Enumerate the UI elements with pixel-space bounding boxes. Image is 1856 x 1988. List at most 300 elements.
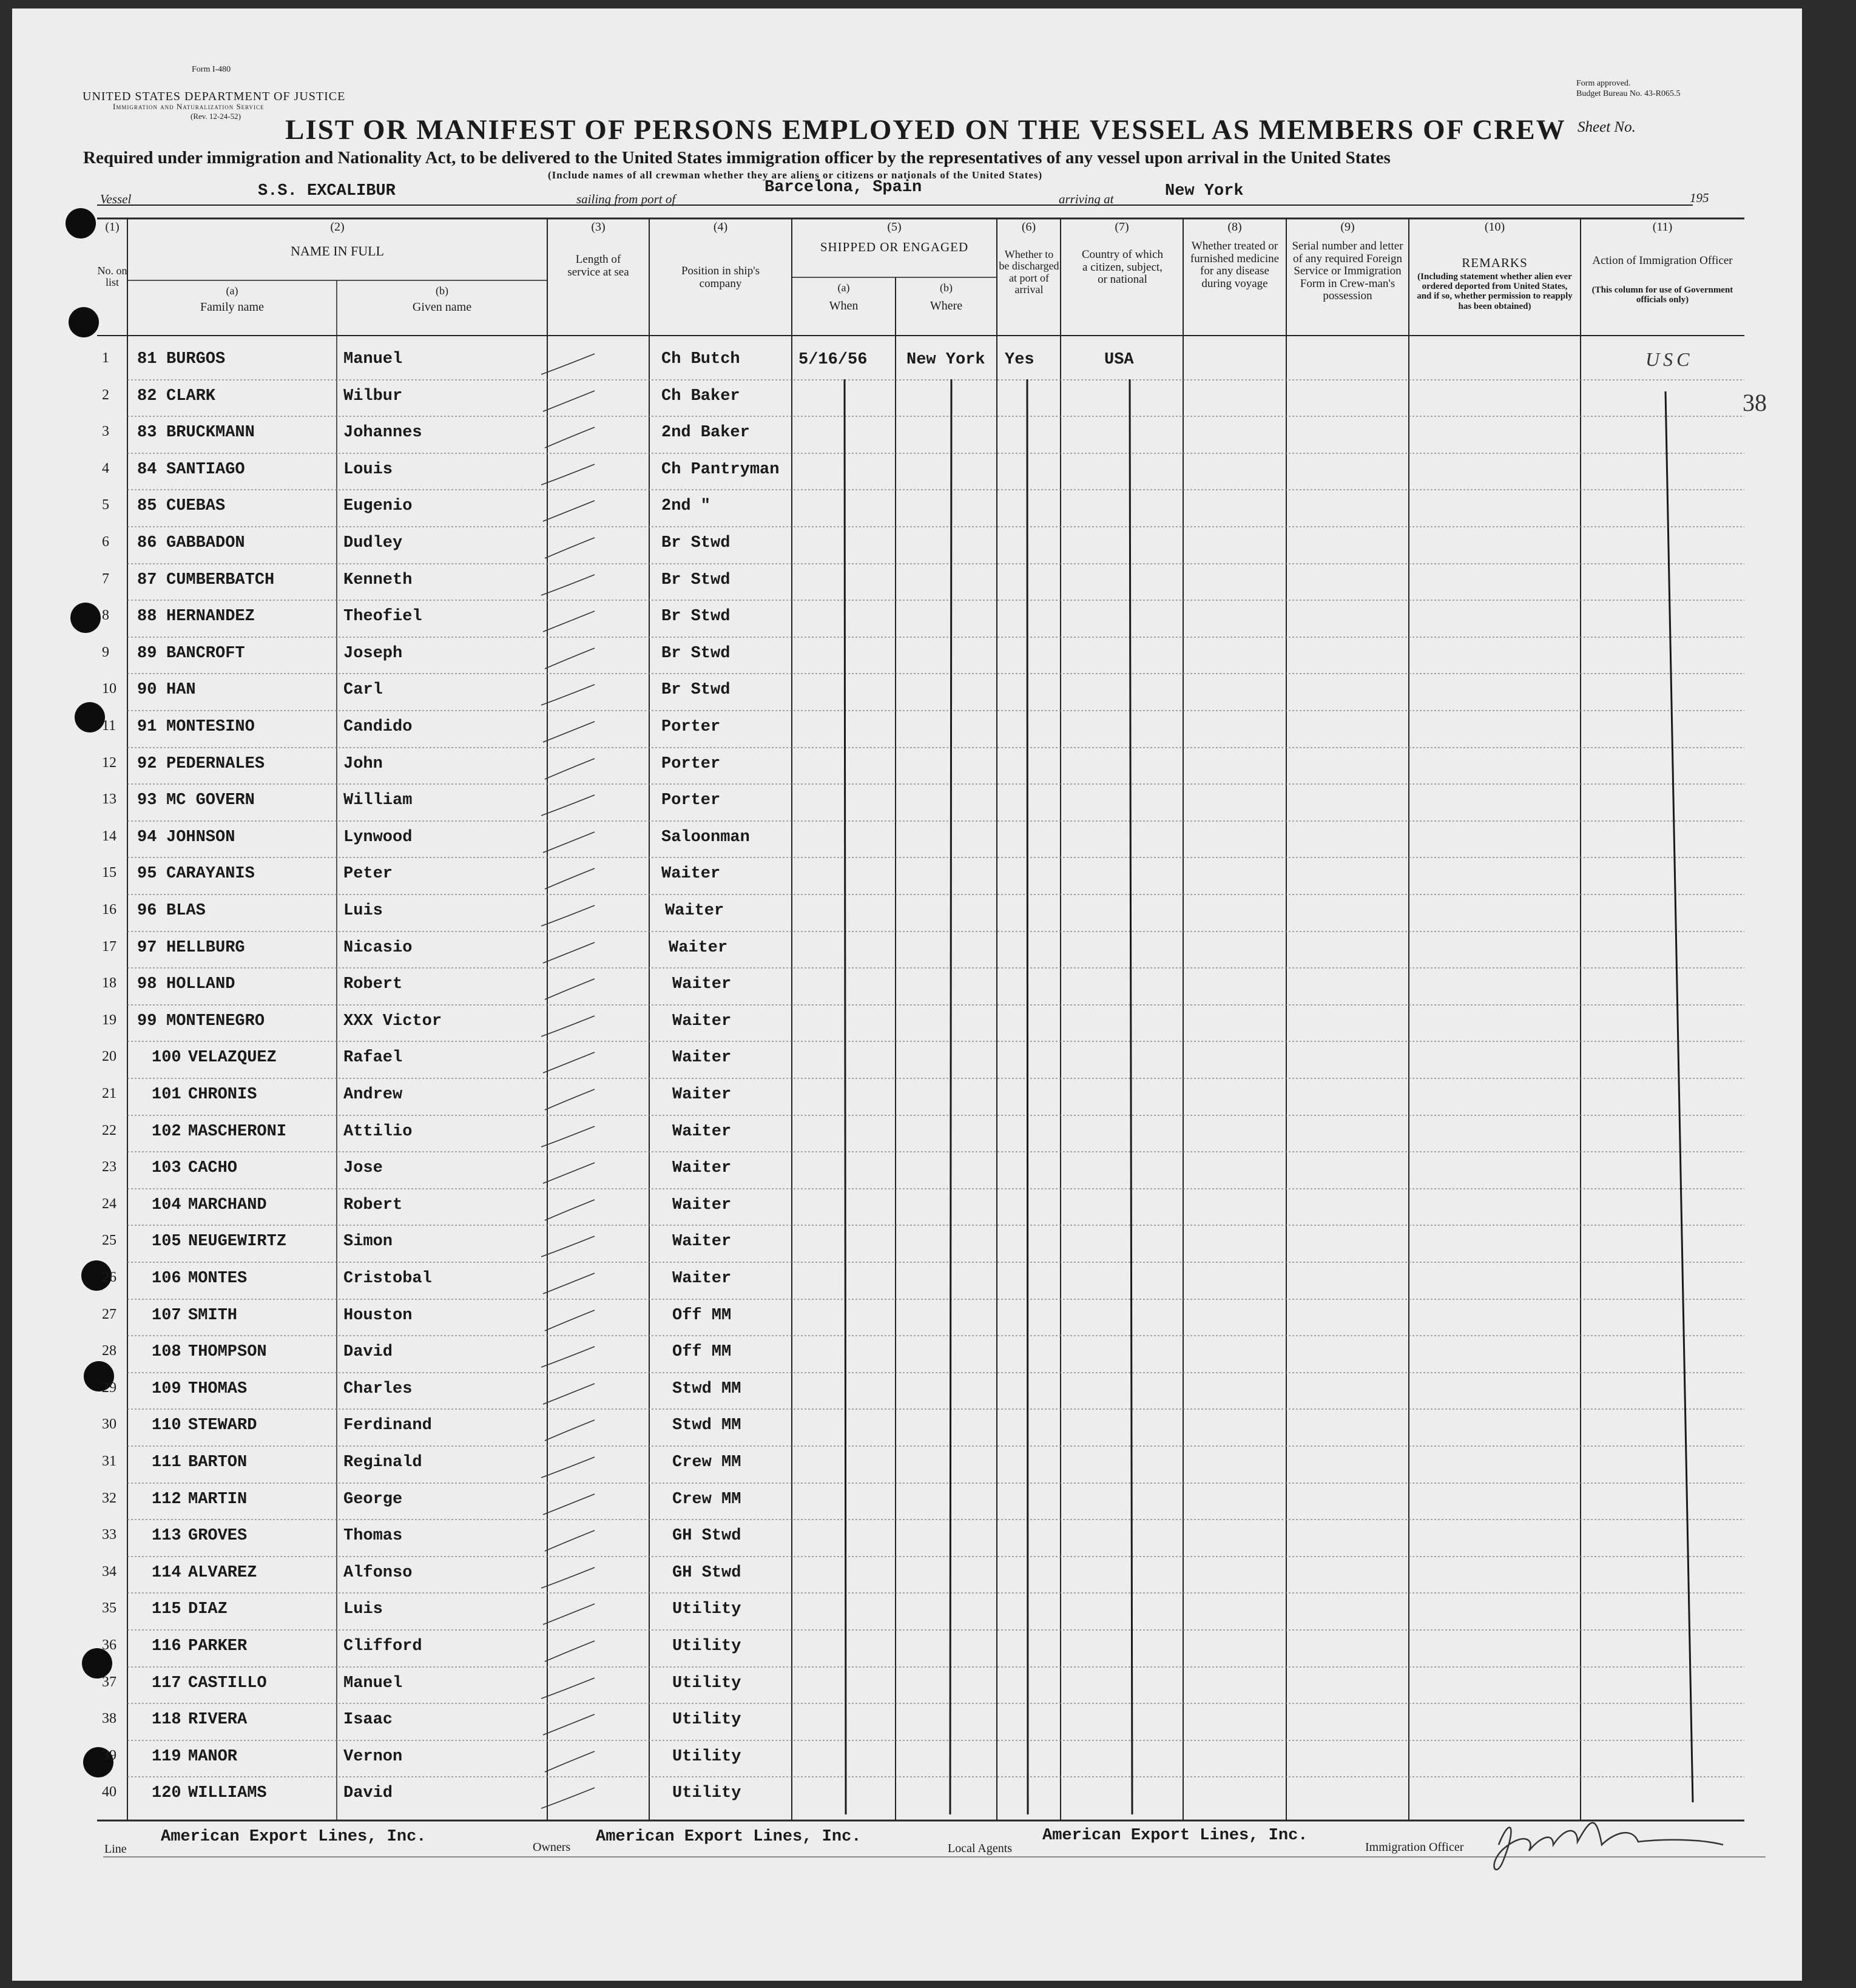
given-name: John xyxy=(343,755,383,773)
ship-position: Porter xyxy=(661,755,721,773)
row-line-number: 4 xyxy=(102,461,109,476)
given-name: Kenneth xyxy=(343,571,413,589)
ship-position: Porter xyxy=(661,791,721,810)
crew-list-number: 93 xyxy=(137,791,157,810)
local-agents-value: American Export Lines, Inc. xyxy=(1042,1827,1308,1845)
ship-position: Off MM xyxy=(672,1307,732,1325)
row-line-number: 25 xyxy=(102,1232,116,1248)
local-agents-label: Local Agents xyxy=(948,1842,1013,1855)
service-check-mark xyxy=(543,1163,595,1183)
ship-position: Waiter xyxy=(672,1012,732,1030)
given-name: Louis xyxy=(343,461,393,479)
row-line-number: 27 xyxy=(102,1307,116,1322)
col10-note: (Including statement whether alien ever ordered deported from United States, and if so, whether permission to reapply has been obtained) xyxy=(1417,272,1573,311)
family-name: MONTENEGRO xyxy=(166,1012,265,1030)
given-name: Attilio xyxy=(343,1123,413,1141)
col6-number: (6) xyxy=(1021,220,1036,234)
crew-list-number: 108 xyxy=(152,1343,181,1361)
family-name: CACHO xyxy=(188,1159,238,1177)
service-check-mark xyxy=(541,1678,595,1699)
row-line-number: 3 xyxy=(102,424,109,439)
immigration-officer-label: Immigration Officer xyxy=(1365,1841,1464,1854)
ship-position: Br Stwd xyxy=(661,681,731,699)
crew-list-number: 111 xyxy=(152,1453,181,1472)
given-name: Andrew xyxy=(343,1086,403,1104)
row-line-number: 9 xyxy=(102,644,109,660)
service-check-mark xyxy=(541,1016,595,1036)
family-name: MASCHERONI xyxy=(188,1123,287,1141)
row-line-number: 22 xyxy=(102,1123,116,1138)
row-line-number: 36 xyxy=(102,1637,116,1653)
row-line-number: 29 xyxy=(102,1380,116,1396)
crew-list-number: 92 xyxy=(137,755,157,773)
crew-list-number: 97 xyxy=(137,939,157,957)
crew-list-number: 117 xyxy=(152,1674,181,1692)
ship-position: Waiter xyxy=(672,1086,732,1104)
margin-note: 38 xyxy=(1743,389,1767,416)
family-name: HELLBURG xyxy=(166,939,245,957)
sailing-from-port: Barcelona, Spain xyxy=(764,178,922,197)
row-line-number: 2 xyxy=(102,387,109,403)
crew-list-number: 105 xyxy=(152,1232,181,1251)
service-check-mark xyxy=(545,427,595,448)
family-name: CARAYANIS xyxy=(166,865,255,883)
given-name: David xyxy=(343,1343,393,1361)
ship-position: Porter xyxy=(661,718,721,736)
service-check-mark xyxy=(543,832,595,853)
crew-list-number: 83 xyxy=(137,424,157,442)
family-name: CASTILLO xyxy=(188,1674,267,1692)
given-name: Theofiel xyxy=(343,607,422,626)
revision-date: (Rev. 12-24-52) xyxy=(191,112,241,121)
row-line-number: 13 xyxy=(102,791,116,807)
given-name: Robert xyxy=(343,1196,403,1214)
ship-position: Waiter xyxy=(672,1159,732,1177)
family-name: MC GOVERN xyxy=(166,791,255,810)
row-line-number: 15 xyxy=(102,865,116,881)
row-line-number: 40 xyxy=(102,1784,116,1800)
col2a-number: (a) xyxy=(226,285,238,297)
crew-list-number: 102 xyxy=(152,1123,181,1141)
row-line-number: 7 xyxy=(102,571,109,587)
row-line-number: 12 xyxy=(102,755,116,771)
service-check-mark xyxy=(545,538,595,558)
given-name: Luis xyxy=(343,902,383,920)
line-value: American Export Lines, Inc. xyxy=(161,1828,427,1846)
service-check-mark xyxy=(543,1494,595,1515)
service-check-mark xyxy=(541,1567,595,1588)
crew-list-number: 87 xyxy=(137,571,157,589)
service-check-mark xyxy=(541,1457,595,1478)
family-name: HOLLAND xyxy=(166,975,235,993)
family-name: NEUGEWIRTZ xyxy=(188,1232,287,1251)
crew-list-number: 81 xyxy=(137,350,157,368)
row-line-number: 16 xyxy=(102,902,116,918)
service-check-mark xyxy=(543,1384,595,1404)
service-name: Immigration and Naturalization Service xyxy=(113,102,265,111)
col10-number: (10) xyxy=(1484,220,1505,234)
department-name: UNITED STATES DEPARTMENT OF JUSTICE xyxy=(83,90,346,103)
family-name: VELAZQUEZ xyxy=(188,1049,277,1067)
row-line-number: 23 xyxy=(102,1159,116,1175)
row-line-number: 37 xyxy=(102,1674,116,1690)
ship-position: Utility xyxy=(672,1784,741,1802)
row-line-number: 17 xyxy=(102,939,116,955)
shipped-where: New York xyxy=(906,351,985,369)
row-line-number: 35 xyxy=(102,1600,116,1616)
ship-position: Waiter xyxy=(672,1049,732,1067)
ship-position: Crew MM xyxy=(672,1490,741,1509)
crew-list-number: 114 xyxy=(152,1564,181,1582)
sailing-from-label: sailing from port of xyxy=(576,192,676,206)
given-name: Clifford xyxy=(343,1637,422,1655)
crew-list-number: 116 xyxy=(152,1637,181,1655)
crew-list-number: 115 xyxy=(152,1600,181,1618)
family-name: HAN xyxy=(166,681,196,699)
given-name: Manuel xyxy=(343,1674,403,1692)
family-name: STEWARD xyxy=(188,1416,257,1435)
owners-label: Owners xyxy=(533,1841,571,1854)
row-line-number: 33 xyxy=(102,1527,116,1543)
crew-list-number: 100 xyxy=(152,1049,181,1067)
col1-number: (1) xyxy=(105,220,120,234)
ship-position: Br Stwd xyxy=(661,534,731,552)
family-name: SMITH xyxy=(188,1307,238,1325)
crew-list-number: 118 xyxy=(152,1711,181,1729)
crew-list-number: 82 xyxy=(137,387,157,405)
family-name: DIAZ xyxy=(188,1600,228,1618)
row-line-number: 10 xyxy=(102,681,116,697)
service-check-mark xyxy=(545,979,595,999)
row-line-number: 14 xyxy=(102,828,116,844)
family-name: MARCHAND xyxy=(188,1196,267,1214)
service-check-mark xyxy=(543,722,595,742)
ship-position: Utility xyxy=(672,1711,741,1729)
include-note: (Include names of all crewman whether they are aliens or citizens or nationals of the United States) xyxy=(548,169,1043,181)
service-check-mark xyxy=(543,1052,595,1073)
col1-label: No. on list xyxy=(97,265,127,289)
given-name: Nicasio xyxy=(343,939,413,957)
ship-position: GH Stwd xyxy=(672,1527,741,1545)
row-line-number: 30 xyxy=(102,1416,116,1432)
row-line-number: 32 xyxy=(102,1490,116,1506)
immigration-action: USC xyxy=(1645,348,1693,370)
crew-list-number: 95 xyxy=(137,865,157,883)
col5-number: (5) xyxy=(887,220,902,234)
citizenship-country: USA xyxy=(1104,351,1134,369)
col7-label: Country of which a citizen, subject, or national xyxy=(1081,248,1164,286)
owners-value: American Export Lines, Inc. xyxy=(596,1828,862,1846)
family-name: CLARK xyxy=(166,387,216,405)
col8-number: (8) xyxy=(1227,220,1242,234)
given-name: Thomas xyxy=(343,1527,403,1545)
arriving-at-label: arriving at xyxy=(1059,192,1114,206)
col2a-label: Family name xyxy=(200,300,264,314)
family-name: MONTESINO xyxy=(166,718,255,736)
line-label: Line xyxy=(104,1842,127,1856)
crew-list-number: 112 xyxy=(152,1490,181,1509)
ship-position: GH Stwd xyxy=(672,1564,741,1582)
family-name: GABBADON xyxy=(166,534,245,552)
col2b-number: (b) xyxy=(436,285,448,297)
service-check-mark xyxy=(541,1236,595,1257)
ship-position: Waiter xyxy=(672,975,732,993)
crew-list-number: 104 xyxy=(152,1196,181,1214)
discharged-at-arrival: Yes xyxy=(1005,351,1034,369)
service-check-mark xyxy=(541,575,595,595)
vessel-label: Vessel xyxy=(100,192,132,206)
family-name: SANTIAGO xyxy=(166,461,245,479)
given-name: XXX Victor xyxy=(343,1012,442,1030)
service-check-mark xyxy=(543,1714,595,1735)
family-name: ALVAREZ xyxy=(188,1564,257,1582)
given-name: Manuel xyxy=(343,350,403,368)
service-check-mark xyxy=(541,1347,595,1367)
signature xyxy=(1494,1823,1723,1870)
page-title: LIST OR MANIFEST OF PERSONS EMPLOYED ON THE VESSEL AS MEMBERS OF CREW xyxy=(285,114,1566,146)
row-line-number: 31 xyxy=(102,1453,116,1469)
family-name: JOHNSON xyxy=(166,828,235,847)
col11-note: (This column for use of Government officials only) xyxy=(1591,285,1733,305)
given-name: Isaac xyxy=(343,1711,393,1729)
crew-list-number: 109 xyxy=(152,1380,181,1398)
service-check-mark xyxy=(545,759,595,779)
col2b-label: Given name xyxy=(412,300,472,314)
service-check-mark xyxy=(545,1200,595,1220)
col6-label: Whether to be discharged at port of arrival xyxy=(999,248,1059,296)
col10-label: REMARKS xyxy=(1462,255,1528,270)
sheet-number-label: Sheet No. xyxy=(1578,119,1636,135)
ship-position: Waiter xyxy=(672,1232,732,1251)
row-line-number: 21 xyxy=(102,1086,116,1101)
crew-list-number: 88 xyxy=(137,607,157,626)
service-check-mark xyxy=(541,795,595,816)
given-name: William xyxy=(343,791,413,810)
page-subtitle: Required under immigration and Nationality Act, to be delivered to the United States immigration officer by the representatives of any vessel upon arrival in the United States xyxy=(83,148,1391,167)
family-name: HERNANDEZ xyxy=(166,607,255,626)
row-line-number: 38 xyxy=(102,1711,116,1726)
budget-bureau-number: Budget Bureau No. 43-R065.5 xyxy=(1576,89,1681,98)
year-label: 195 xyxy=(1690,191,1709,205)
row-line-number: 26 xyxy=(102,1270,116,1285)
family-name: RIVERA xyxy=(188,1711,248,1729)
row-line-number: 28 xyxy=(102,1343,116,1359)
crew-list-number: 110 xyxy=(152,1416,181,1435)
family-name: PEDERNALES xyxy=(166,755,265,773)
vessel-name: S.S. EXCALIBUR xyxy=(258,182,396,200)
row-line-number: 39 xyxy=(102,1748,116,1763)
service-check-mark xyxy=(543,1604,595,1625)
family-name: MANOR xyxy=(188,1748,238,1766)
given-name: Ferdinand xyxy=(343,1416,432,1435)
service-check-mark xyxy=(545,1420,595,1441)
crew-list-number: 85 xyxy=(137,497,157,515)
crew-list-number: 86 xyxy=(137,534,157,552)
crew-list-number: 94 xyxy=(137,828,157,847)
col5a-label: When xyxy=(829,299,859,313)
given-name: Vernon xyxy=(343,1748,403,1766)
service-check-mark xyxy=(545,1751,595,1772)
service-check-mark xyxy=(543,501,595,521)
service-check-mark xyxy=(541,905,595,926)
given-name: Joseph xyxy=(343,644,403,663)
ship-position: Waiter xyxy=(661,865,721,883)
given-name: Carl xyxy=(343,681,383,699)
arriving-port: New York xyxy=(1165,182,1244,200)
family-name: CUMBERBATCH xyxy=(166,571,275,589)
shipped-when: 5/16/56 xyxy=(798,351,868,369)
ship-position: Br Stwd xyxy=(661,607,731,626)
ship-position: Waiter xyxy=(672,1123,732,1141)
crew-list-number: 91 xyxy=(137,718,157,736)
given-name: Cristobal xyxy=(343,1270,432,1288)
ship-position: Utility xyxy=(672,1637,741,1655)
form-number: Form I-480 xyxy=(192,65,231,74)
given-name: Rafael xyxy=(343,1049,403,1067)
family-name: THOMPSON xyxy=(188,1343,267,1361)
given-name: Dudley xyxy=(343,534,403,552)
family-name: BRUCKMANN xyxy=(166,424,255,442)
family-name: BANCROFT xyxy=(166,644,245,663)
given-name: Candido xyxy=(343,718,413,736)
given-name: Wilbur xyxy=(343,387,403,405)
service-check-mark xyxy=(545,648,595,669)
ship-position: Waiter xyxy=(672,1270,732,1288)
service-check-mark xyxy=(541,685,595,705)
family-name: THOMAS xyxy=(188,1380,248,1398)
given-name: Simon xyxy=(343,1232,393,1251)
given-name: Robert xyxy=(343,975,403,993)
service-check-mark xyxy=(545,1089,595,1110)
col4-label: Position in ship's company xyxy=(681,265,760,290)
given-name: Johannes xyxy=(343,424,422,442)
given-name: Alfonso xyxy=(343,1564,413,1582)
crew-list-number: 101 xyxy=(152,1086,181,1104)
given-name: David xyxy=(343,1784,393,1802)
family-name: CUEBAS xyxy=(166,497,226,515)
given-name: George xyxy=(343,1490,403,1509)
row-line-number: 11 xyxy=(102,718,116,734)
service-check-mark xyxy=(545,868,595,889)
service-check-mark xyxy=(545,1530,595,1551)
ship-position: Waiter xyxy=(672,1196,732,1214)
family-name: BLAS xyxy=(166,902,206,920)
ship-position: Stwd MM xyxy=(672,1380,741,1398)
row-line-number: 18 xyxy=(102,975,116,991)
col5-label: SHIPPED OR ENGAGED xyxy=(820,240,969,254)
ship-position: Utility xyxy=(672,1748,741,1766)
crew-list-number: 99 xyxy=(137,1012,157,1030)
crew-list-number: 90 xyxy=(137,681,157,699)
crew-list-number: 120 xyxy=(152,1784,181,1802)
family-name: PARKER xyxy=(188,1637,248,1655)
service-check-mark xyxy=(545,1310,595,1331)
row-line-number: 24 xyxy=(102,1196,116,1212)
col9-label: Serial number and letter of any required Foreign Service or Immigration Form in Crew-man's possession xyxy=(1292,240,1403,303)
service-check-mark xyxy=(543,1273,595,1294)
row-line-number: 1 xyxy=(102,350,109,366)
service-check-mark xyxy=(545,1641,595,1662)
service-check-mark xyxy=(541,464,595,485)
col5a-number: (a) xyxy=(837,282,850,294)
crew-list-number: 89 xyxy=(137,644,157,663)
form-approved: Form approved. xyxy=(1576,79,1631,88)
ship-position: 2nd " xyxy=(661,497,711,515)
ship-position: 2nd Baker xyxy=(661,424,750,442)
given-name: Charles xyxy=(343,1380,413,1398)
given-name: Peter xyxy=(343,865,393,883)
col5b-number: (b) xyxy=(940,282,953,294)
row-line-number: 19 xyxy=(102,1012,116,1028)
crew-list-number: 113 xyxy=(152,1527,181,1545)
service-check-mark xyxy=(541,354,595,374)
given-name: Houston xyxy=(343,1307,413,1325)
service-check-mark xyxy=(543,611,595,632)
col9-number: (9) xyxy=(1340,220,1355,234)
crew-list-number: 119 xyxy=(152,1748,181,1766)
col8-label: Whether treated or furnished medicine for any disease during voyage xyxy=(1190,240,1280,290)
given-name: Luis xyxy=(343,1600,383,1618)
crew-list-number: 98 xyxy=(137,975,157,993)
ship-position: Stwd MM xyxy=(672,1416,741,1435)
ship-position: Waiter xyxy=(669,939,728,957)
row-line-number: 6 xyxy=(102,534,109,550)
given-name: Eugenio xyxy=(343,497,413,515)
ship-position: Ch Butch xyxy=(661,350,740,368)
ditto-lines xyxy=(845,379,1693,1814)
col4-number: (4) xyxy=(713,220,728,234)
ship-position: Crew MM xyxy=(672,1453,741,1472)
crew-list-number: 107 xyxy=(152,1307,181,1325)
given-name: Lynwood xyxy=(343,828,413,847)
col11-label: Action of Immigration Officer xyxy=(1592,254,1733,267)
crew-list-number: 96 xyxy=(137,902,157,920)
family-name: MONTES xyxy=(188,1270,248,1288)
col3-label: Length of service at sea xyxy=(567,253,629,279)
row-line-number: 34 xyxy=(102,1564,116,1580)
crew-list-number: 84 xyxy=(137,461,157,479)
ship-position: Utility xyxy=(672,1600,741,1618)
family-name: WILLIAMS xyxy=(188,1784,267,1802)
row-line-number: 20 xyxy=(102,1049,116,1064)
crew-list-number: 106 xyxy=(152,1270,181,1288)
family-name: BURGOS xyxy=(166,350,226,368)
ship-position: Br Stwd xyxy=(661,571,731,589)
given-name: Jose xyxy=(343,1159,383,1177)
ship-position: Utility xyxy=(672,1674,741,1692)
col2-label: NAME IN FULL xyxy=(291,243,384,259)
ship-position: Ch Pantryman xyxy=(661,461,780,479)
row-line-number: 8 xyxy=(102,607,109,623)
family-name: GROVES xyxy=(188,1527,248,1545)
given-name: Reginald xyxy=(343,1453,422,1472)
service-check-mark xyxy=(541,1126,595,1147)
ship-position: Br Stwd xyxy=(661,644,731,663)
service-check-mark xyxy=(543,942,595,963)
service-check-mark xyxy=(543,391,595,411)
col5b-label: Where xyxy=(930,299,963,313)
col2-number: (2) xyxy=(330,220,345,234)
crew-list-number: 103 xyxy=(152,1159,181,1177)
ship-position: Off MM xyxy=(672,1343,732,1361)
family-name: MARTIN xyxy=(188,1490,248,1509)
row-line-number: 5 xyxy=(102,497,109,513)
ship-position: Saloonman xyxy=(661,828,750,847)
col7-number: (7) xyxy=(1115,220,1129,234)
ship-position: Ch Baker xyxy=(661,387,740,405)
service-check-mark xyxy=(541,1788,595,1808)
col11-number: (11) xyxy=(1652,220,1673,234)
